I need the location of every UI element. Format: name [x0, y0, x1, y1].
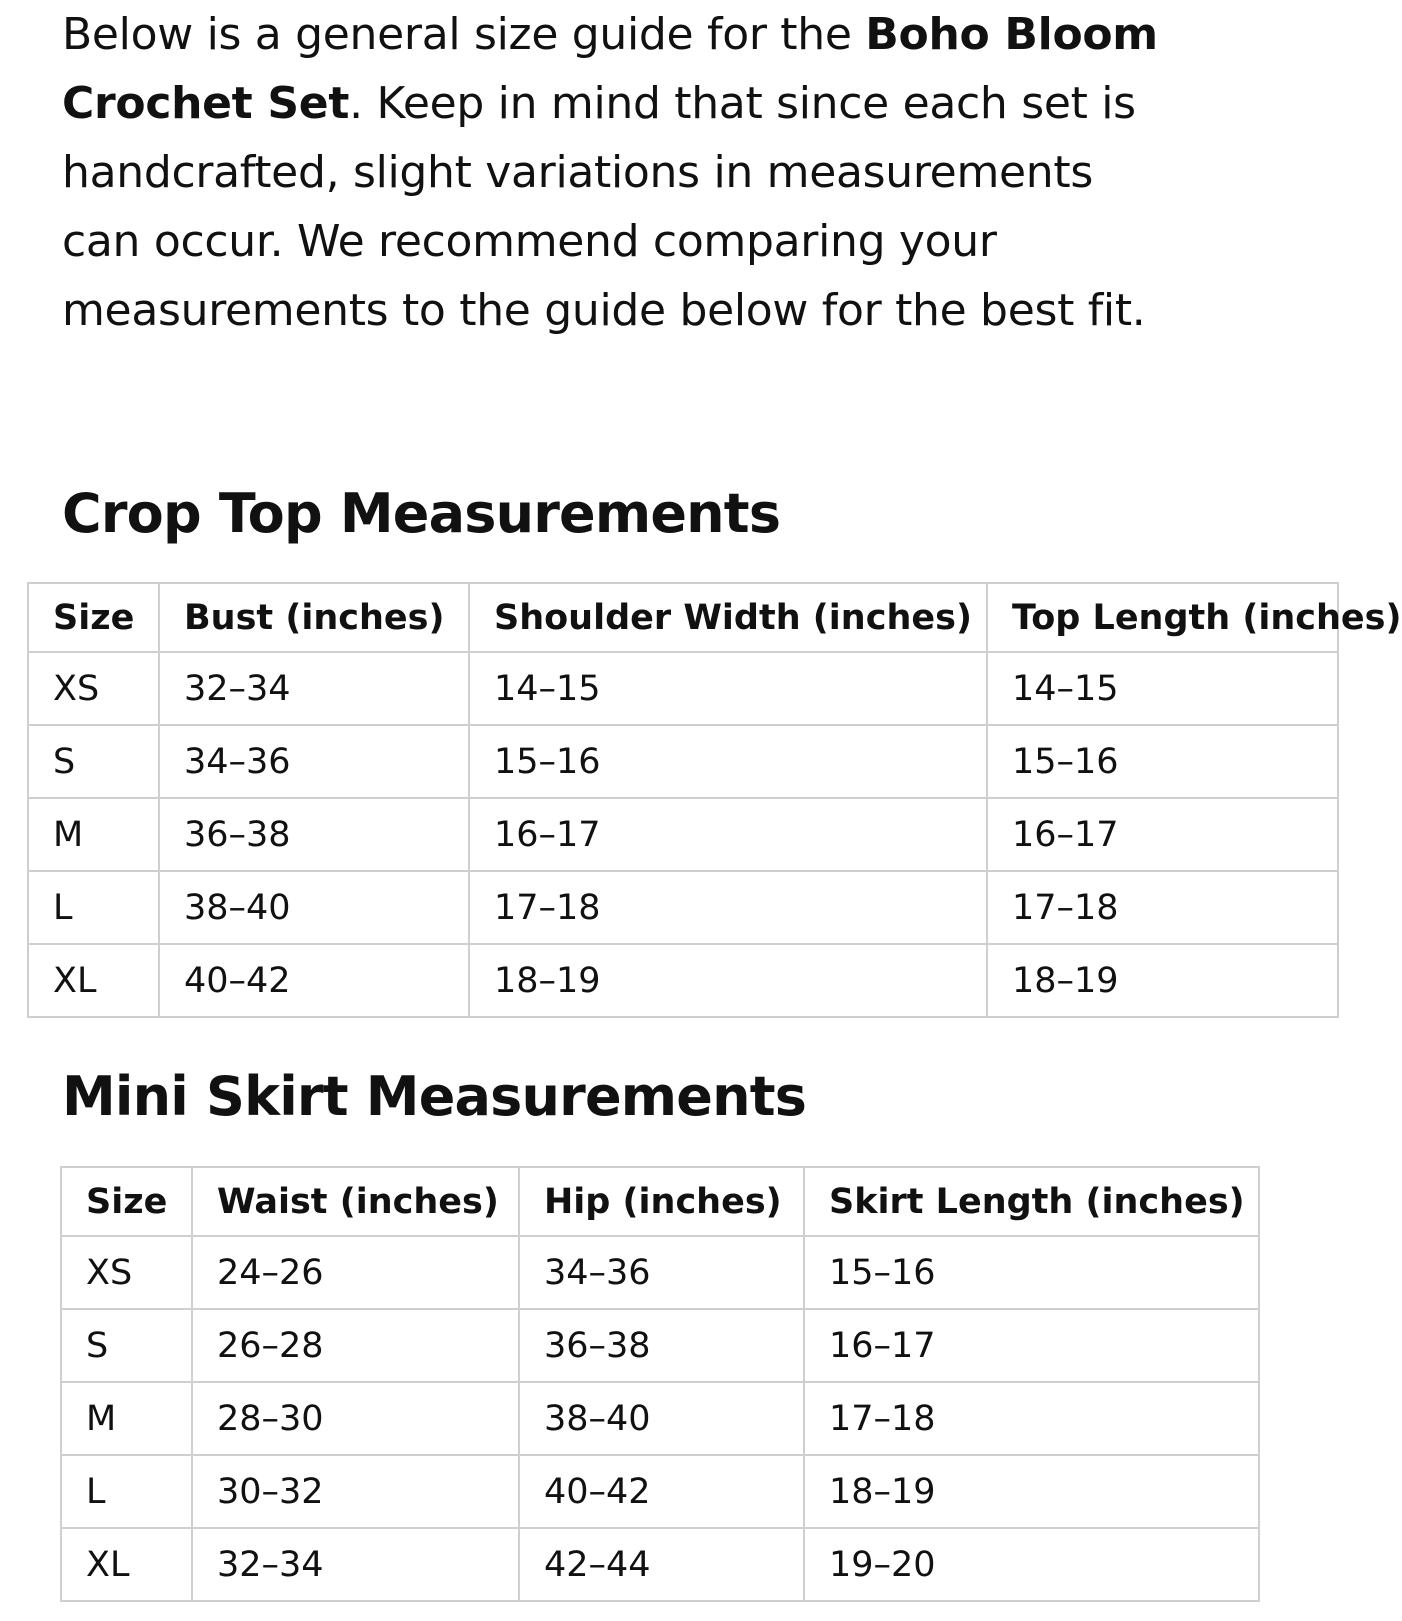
size-cell: M: [61, 1382, 192, 1455]
table-row: [28, 944, 1338, 1017]
top-length-cell: 15–16: [987, 725, 1338, 798]
size-cell: S: [61, 1309, 192, 1382]
crop-top-heading: Crop Top Measurements: [62, 482, 781, 545]
size-cell: S: [28, 725, 159, 798]
hip-cell: 34–36: [519, 1236, 804, 1309]
table-row: [61, 1528, 1259, 1601]
bust-cell: 34–36: [159, 725, 469, 798]
size-cell: XS: [61, 1236, 192, 1309]
header-cell: Skirt Length (inches): [804, 1167, 1259, 1236]
skirt-length-cell: 19–20: [804, 1528, 1259, 1601]
header-cell: Top Length (inches): [987, 583, 1338, 652]
header-cell: Size: [28, 583, 159, 652]
skirt-length-cell: 15–16: [804, 1236, 1259, 1309]
top-length-cell: 17–18: [987, 871, 1338, 944]
waist-cell: 32–34: [192, 1528, 519, 1601]
waist-cell: 30–32: [192, 1455, 519, 1528]
table-row: [61, 1236, 1259, 1309]
mini-skirt-table-container: [60, 1166, 1260, 1611]
bust-cell: 32–34: [159, 652, 469, 725]
size-cell: L: [28, 871, 159, 944]
skirt-length-cell: 17–18: [804, 1382, 1259, 1455]
size-cell: L: [61, 1455, 192, 1528]
waist-cell: 28–30: [192, 1382, 519, 1455]
crop-top-table-container: [27, 582, 1402, 1026]
table-row: [61, 1309, 1259, 1382]
crop-top-table: [27, 582, 1402, 1018]
shoulder-width-cell: 18–19: [469, 944, 987, 1017]
header-cell: Waist (inches): [192, 1167, 519, 1236]
header-cell: Bust (inches): [159, 583, 469, 652]
header-cell: Size: [61, 1167, 192, 1236]
skirt-length-cell: 18–19: [804, 1455, 1259, 1528]
header-cell: Hip (inches): [519, 1167, 804, 1236]
top-length-cell: 14–15: [987, 652, 1338, 725]
table-row: [61, 1382, 1259, 1455]
shoulder-width-cell: 16–17: [469, 798, 987, 871]
table-row: [61, 1455, 1259, 1528]
intro-text-after: . Keep in mind that since each set is handcrafted, slight variations in measurements can occur. We recommend comparing your measurements to the guide below for the best fit.: [62, 78, 1146, 336]
hip-cell: 40–42: [519, 1455, 804, 1528]
size-cell: XS: [28, 652, 159, 725]
hip-cell: 38–40: [519, 1382, 804, 1455]
waist-cell: 24–26: [192, 1236, 519, 1309]
bust-cell: 38–40: [159, 871, 469, 944]
size-cell: XL: [61, 1528, 192, 1601]
shoulder-width-cell: 14–15: [469, 652, 987, 725]
hip-cell: 36–38: [519, 1309, 804, 1382]
header-cell: Shoulder Width (inches): [469, 583, 987, 652]
size-cell: XL: [28, 944, 159, 1017]
top-length-cell: 18–19: [987, 944, 1338, 1017]
hip-cell: 42–44: [519, 1528, 804, 1601]
product-name: Boho Bloom Crochet Set: [62, 9, 1158, 129]
mini-skirt-table: [60, 1166, 1260, 1602]
table-header-row: [61, 1167, 1259, 1236]
size-cell: M: [28, 798, 159, 871]
bust-cell: 36–38: [159, 798, 469, 871]
intro-text-before: Below is a general size guide for the: [62, 9, 866, 60]
table-row: [28, 871, 1338, 944]
intro-paragraph: [62, 0, 1172, 345]
waist-cell: 26–28: [192, 1309, 519, 1382]
table-row: [28, 652, 1338, 725]
table-header-row: [28, 583, 1338, 652]
bust-cell: 40–42: [159, 944, 469, 1017]
shoulder-width-cell: 17–18: [469, 871, 987, 944]
table-row: [28, 725, 1338, 798]
table-row: [28, 798, 1338, 871]
mini-skirt-heading: Mini Skirt Measurements: [62, 1065, 807, 1128]
top-length-cell: 16–17: [987, 798, 1338, 871]
skirt-length-cell: 16–17: [804, 1309, 1259, 1382]
shoulder-width-cell: 15–16: [469, 725, 987, 798]
